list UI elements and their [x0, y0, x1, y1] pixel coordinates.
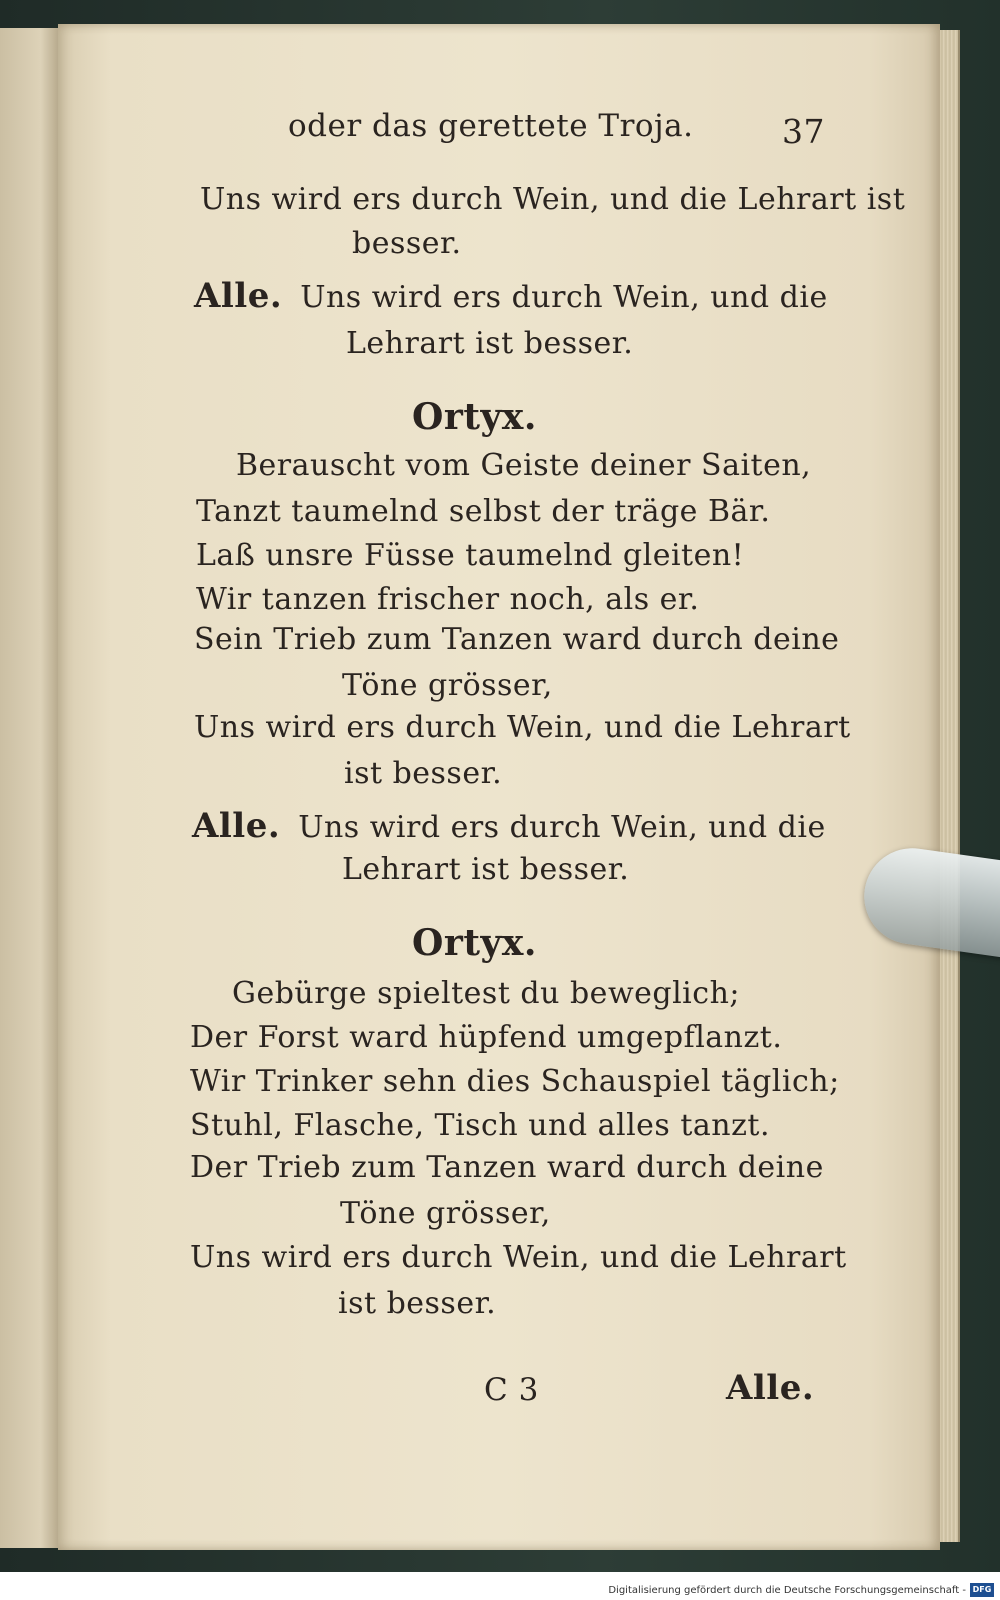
speaker-heading: Ortyx.: [412, 922, 537, 964]
verse-line: ist besser.: [344, 756, 503, 791]
verse-line: Uns wird ers durch Wein, und die Lehrart: [194, 710, 851, 745]
verse-line: Stuhl, Flasche, Tisch und alles tanzt.: [190, 1108, 771, 1143]
verse-line: Berauscht vom Geiste deiner Saiten,: [236, 448, 812, 483]
verse-line: Laß unsre Füsse taumelnd gleiten!: [196, 538, 745, 573]
verse-line: Wir tanzen frischer noch, als er.: [196, 582, 700, 617]
running-title: oder das gerettete Troja.: [288, 108, 694, 144]
signature-mark: C 3: [484, 1372, 539, 1408]
chorus-line: [194, 276, 828, 316]
verse-line: ist besser.: [338, 1286, 497, 1321]
verse-line: Lehrart ist besser.: [342, 852, 630, 887]
catchword: Alle.: [726, 1368, 815, 1408]
verse-line: Sein Trieb zum Tanzen ward durch deine: [194, 622, 840, 657]
verse-line: Töne grösser,: [340, 1196, 551, 1231]
verse-line: Der Trieb zum Tanzen ward durch deine: [190, 1150, 824, 1185]
page-number: 37: [782, 112, 825, 151]
verse-line: besser.: [352, 226, 462, 261]
speaker-label: Alle.: [194, 276, 283, 316]
speaker-label: Alle.: [192, 806, 281, 846]
verse-line: Uns wird ers durch Wein, und die Lehrart: [190, 1240, 847, 1275]
chorus-line: [192, 806, 826, 846]
chorus-text: Uns wird ers durch Wein, und die: [298, 810, 826, 845]
verse-line: Gebürge spieltest du beweglich;: [232, 976, 740, 1011]
verse-line: Der Forst ward hüpfend umgepflanzt.: [190, 1020, 783, 1055]
verse-line: Töne grösser,: [342, 668, 553, 703]
verse-line: Lehrart ist besser.: [346, 326, 634, 361]
facing-page-edge: [0, 28, 60, 1548]
digitization-credit: Digitalisierung gefördert durch die Deutsche Forschungsgemeinschaft -: [608, 1585, 966, 1596]
verse-line: Tanzt taumelnd selbst der träge Bär.: [196, 494, 771, 529]
chorus-text: Uns wird ers durch Wein, und die: [300, 280, 828, 315]
dfg-logo: DFG: [970, 1583, 994, 1597]
speaker-heading: Ortyx.: [412, 396, 537, 438]
verse-line: Wir Trinker sehn dies Schauspiel täglich;: [190, 1064, 840, 1099]
verse-line: Uns wird ers durch Wein, und die Lehrart ist: [200, 182, 906, 217]
